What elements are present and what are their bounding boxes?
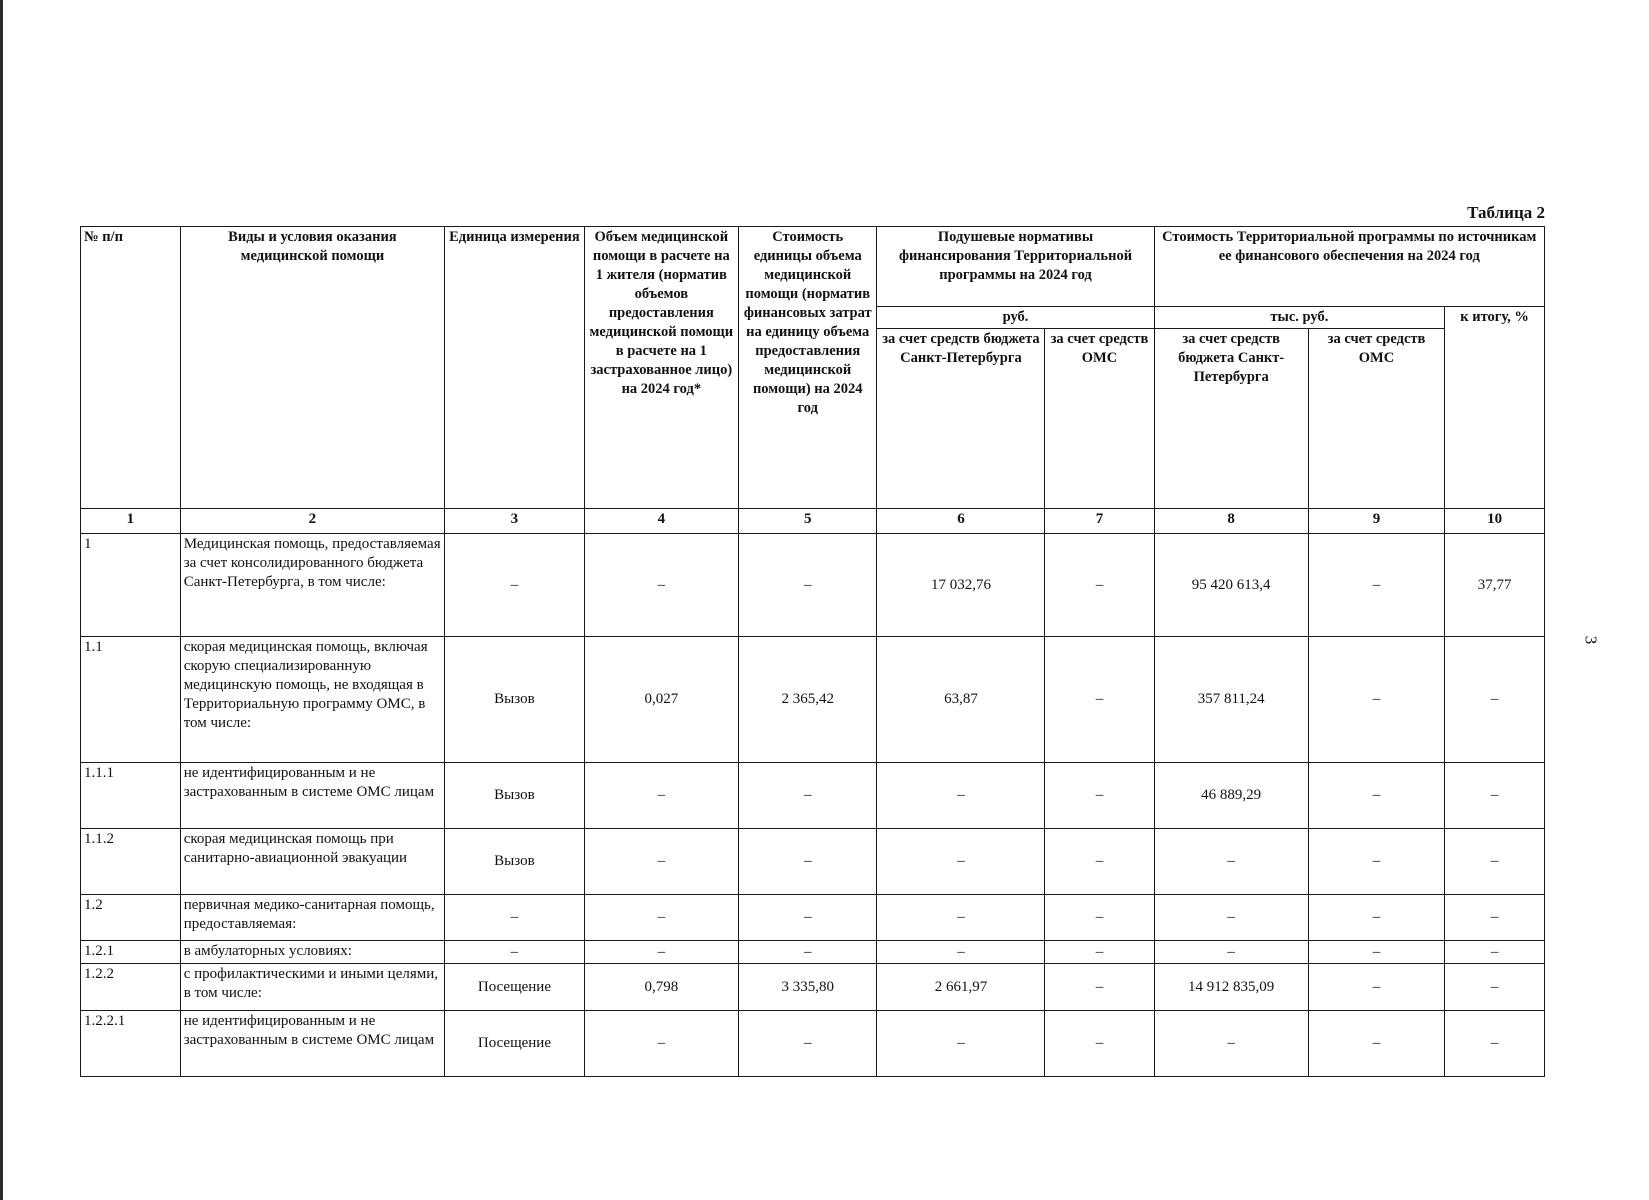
header-total-oms: за счет средств ОМС (1308, 329, 1444, 509)
row-name: в амбулаторных условиях: (180, 941, 444, 964)
row-code: 1.1.2 (81, 829, 181, 895)
row-total-oms: – (1308, 637, 1444, 763)
column-number-row (81, 509, 1545, 534)
row-total-oms: – (1308, 941, 1444, 964)
row-volume: – (584, 829, 738, 895)
row-norm-oms: – (1045, 895, 1154, 941)
column-number: 4 (584, 509, 738, 534)
column-number: 9 (1308, 509, 1444, 534)
row-norm-budget: – (877, 895, 1045, 941)
row-volume: 0,027 (584, 637, 738, 763)
row-share: – (1445, 637, 1545, 763)
row-total-oms: – (1308, 964, 1444, 1011)
column-number: 2 (180, 509, 444, 534)
row-unit: Посещение (445, 964, 585, 1011)
scan-edge (0, 0, 3, 1200)
row-name: первичная медико-санитарная помощь, предоставляемая: (180, 895, 444, 941)
row-unit-cost: – (738, 941, 877, 964)
row-total-oms: – (1308, 534, 1444, 637)
header-per-capita-group: Подушевые нормативы финансирования Территориальной программы на 2024 год (877, 227, 1154, 307)
row-unit: – (445, 534, 585, 637)
header-unit-rub: руб. (877, 307, 1154, 329)
row-unit: Посещение (445, 1011, 585, 1077)
header-care-type: Виды и условия оказания медицинской помощи (180, 227, 444, 509)
row-norm-oms: – (1045, 637, 1154, 763)
row-unit-cost: – (738, 534, 877, 637)
row-unit-cost: 3 335,80 (738, 964, 877, 1011)
row-share: – (1445, 941, 1545, 964)
row-norm-budget: 17 032,76 (877, 534, 1045, 637)
row-volume: – (584, 895, 738, 941)
row-share: – (1445, 964, 1545, 1011)
table-row (81, 941, 1545, 964)
row-share: – (1445, 1011, 1545, 1077)
row-code: 1.1 (81, 637, 181, 763)
row-unit: Вызов (445, 637, 585, 763)
row-code: 1.2.2 (81, 964, 181, 1011)
column-number: 7 (1045, 509, 1154, 534)
header-volume: Объем медицинской помощи в расчете на 1 жителя (норматив объемов предоставления медицинской помощи в расчете на 1 застрахованное лицо) на 2024 год* (584, 227, 738, 509)
row-unit-cost: – (738, 829, 877, 895)
row-code: 1.1.1 (81, 763, 181, 829)
row-norm-budget: – (877, 1011, 1045, 1077)
header-total-budget: за счет средств бюджета Санкт-Петербурга (1154, 329, 1308, 509)
row-volume: 0,798 (584, 964, 738, 1011)
row-norm-oms: – (1045, 763, 1154, 829)
row-unit: Вызов (445, 763, 585, 829)
row-total-budget: 357 811,24 (1154, 637, 1308, 763)
row-share: – (1445, 763, 1545, 829)
header-unit: Единица измерения (445, 227, 585, 509)
row-norm-oms: – (1045, 829, 1154, 895)
row-norm-budget: – (877, 829, 1045, 895)
row-code: 1.2.2.1 (81, 1011, 181, 1077)
column-number: 10 (1445, 509, 1545, 534)
row-name: скорая медицинская помощь при санитарно-авиационной эвакуации (180, 829, 444, 895)
row-unit-cost: – (738, 895, 877, 941)
row-unit-cost: – (738, 1011, 877, 1077)
table-row (81, 637, 1545, 763)
header-index: № п/п (81, 227, 181, 509)
row-volume: – (584, 941, 738, 964)
header-share-percent: к итогу, % (1445, 307, 1545, 509)
column-number: 8 (1154, 509, 1308, 534)
row-total-oms: – (1308, 895, 1444, 941)
row-share: – (1445, 895, 1545, 941)
table-row (81, 534, 1545, 637)
row-total-budget: 95 420 613,4 (1154, 534, 1308, 637)
row-volume: – (584, 763, 738, 829)
row-norm-oms: – (1045, 1011, 1154, 1077)
page-number: 3 (1581, 635, 1601, 645)
row-total-budget: – (1154, 829, 1308, 895)
row-name: не идентифицированным и не застрахованным в системе ОМС лицам (180, 763, 444, 829)
table-row (81, 895, 1545, 941)
row-norm-budget: – (877, 763, 1045, 829)
row-norm-budget: 2 661,97 (877, 964, 1045, 1011)
header-norm-budget: за счет средств бюджета Санкт-Петербурга (877, 329, 1045, 509)
column-number: 3 (445, 509, 585, 534)
row-name: не идентифицированным и не застрахованным в системе ОМС лицам (180, 1011, 444, 1077)
row-unit: Вызов (445, 829, 585, 895)
header-program-cost-group: Стоимость Территориальной программы по источникам ее финансового обеспечения на 2024 год (1154, 227, 1544, 307)
row-norm-budget: 63,87 (877, 637, 1045, 763)
column-number: 6 (877, 509, 1045, 534)
column-number: 1 (81, 509, 181, 534)
row-total-oms: – (1308, 829, 1444, 895)
header-unit-thousand-rub: тыс. руб. (1154, 307, 1445, 329)
table-row (81, 829, 1545, 895)
row-unit: – (445, 941, 585, 964)
row-norm-budget: – (877, 941, 1045, 964)
header-norm-oms: за счет средств ОМС (1045, 329, 1154, 509)
row-total-budget: 14 912 835,09 (1154, 964, 1308, 1011)
row-volume: – (584, 534, 738, 637)
row-norm-oms: – (1045, 941, 1154, 964)
table-row (81, 964, 1545, 1011)
row-total-budget: – (1154, 1011, 1308, 1077)
row-share: – (1445, 829, 1545, 895)
row-total-budget: – (1154, 895, 1308, 941)
row-norm-oms: – (1045, 534, 1154, 637)
row-share: 37,77 (1445, 534, 1545, 637)
row-code: 1.2 (81, 895, 181, 941)
row-unit-cost: 2 365,42 (738, 637, 877, 763)
row-unit-cost: – (738, 763, 877, 829)
table-caption: Таблица 2 (1467, 203, 1545, 222)
financing-table (80, 226, 1545, 1077)
row-code: 1 (81, 534, 181, 637)
row-code: 1.2.1 (81, 941, 181, 964)
table-row (81, 763, 1545, 829)
row-name: Медицинская помощь, предоставляемая за счет консолидированного бюджета Санкт-Петербурга, в том числе: (180, 534, 444, 637)
row-norm-oms: – (1045, 964, 1154, 1011)
row-total-budget: – (1154, 941, 1308, 964)
row-total-oms: – (1308, 1011, 1444, 1077)
row-total-budget: 46 889,29 (1154, 763, 1308, 829)
row-unit: – (445, 895, 585, 941)
row-name: скорая медицинская помощь, включая скорую специализированную медицинскую помощь, не входящая в Территориальную программу ОМС, в том числе: (180, 637, 444, 763)
row-name: с профилактическими и иными целями, в том числе: (180, 964, 444, 1011)
header-unit-cost: Стоимость единицы объема медицинской помощи (норматив финансовых затрат на единицу объема предоставления медицинской помощи) на 2024 год (738, 227, 877, 509)
column-number: 5 (738, 509, 877, 534)
row-volume: – (584, 1011, 738, 1077)
table-row (81, 1011, 1545, 1077)
row-total-oms: – (1308, 763, 1444, 829)
